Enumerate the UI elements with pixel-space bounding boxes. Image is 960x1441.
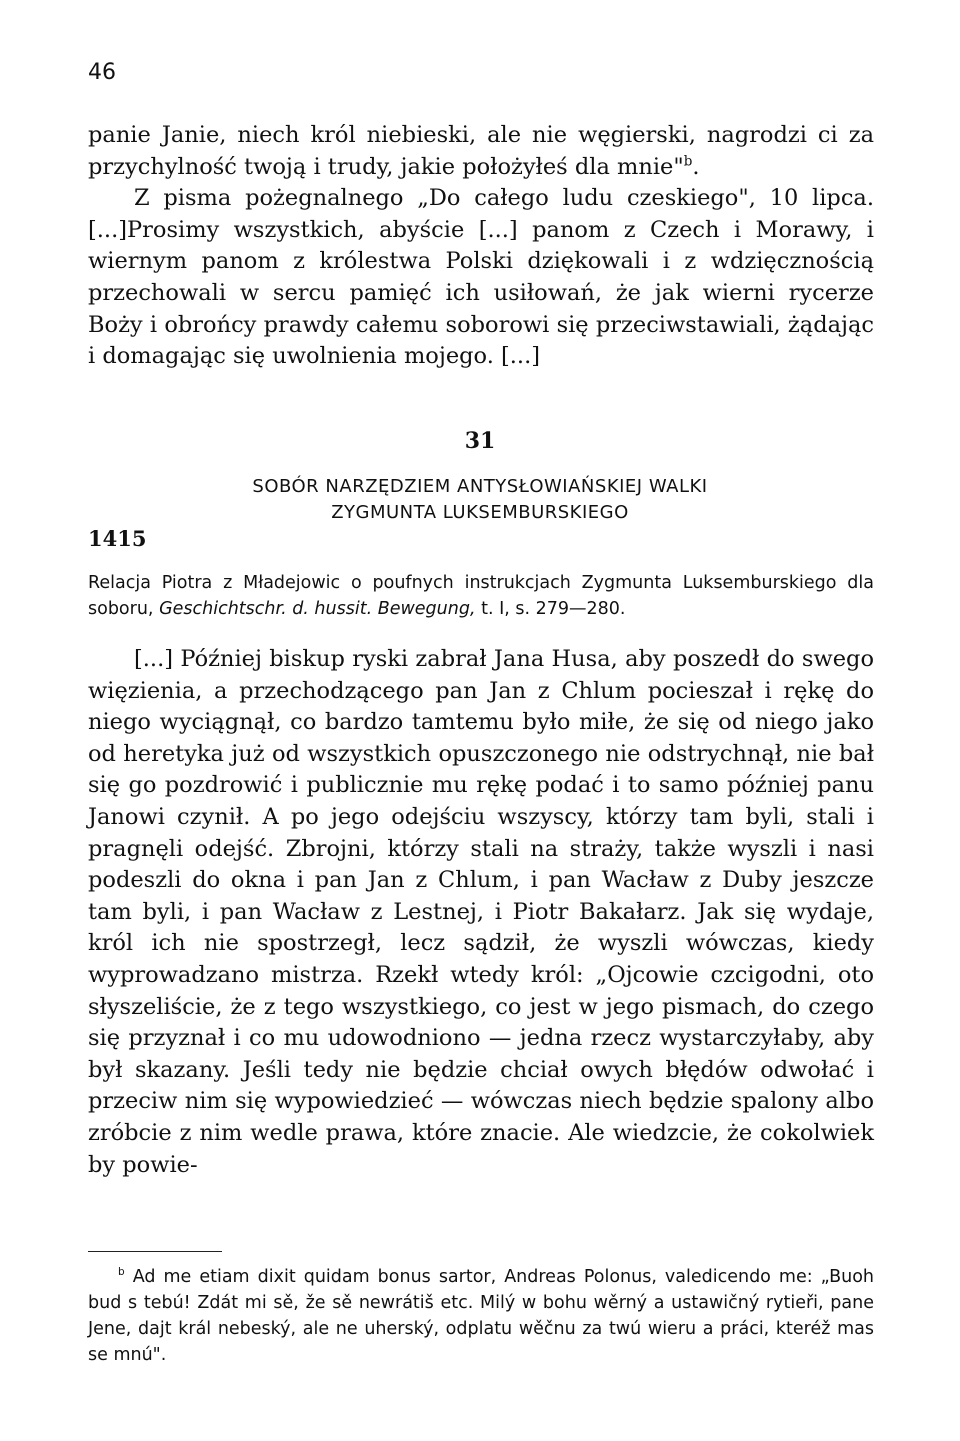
document-year: 1415 xyxy=(88,526,147,551)
source-note: Relacja Piotra z Mładejowic o poufnych instrukcjach Zygmunta Luksemburskiego dla soboru, Geschichtschr. d. hussit. Bewegung, t. I, s. 279—280. xyxy=(88,573,874,619)
farewell-letter-paragraph: Z pisma pożegnalnego „Do całego ludu czeskiego", 10 lipca. [...]Prosimy wszystkich, abyście [...] panom z Czech i Morawy, i wiernym panom z królestwa Polski dziękowali i z wdzięcznością przechowali w sercu pamięć ich usiłowań, że jak wierni rycerze Boży i obrońcy prawdy całemu soborowi się przeciwstawiali, żądając i domagając się uwolnienia mojego. [...] xyxy=(88,185,874,370)
page-number: 46 xyxy=(88,60,116,85)
document-body xyxy=(88,644,874,1181)
body-paragraph: [...] Później biskup ryski zabrał Jana Husa, aby poszedł do swego więzienia, a przechodzącego pan Jan z Chlum pocieszał i rękę do niego wyciągnął, co bardzo tamtemu było miłe, że się od niego jako od heretyka już od wszystkich opuszczonego nie odstrychnął, nie bał się go pozdrowić i publicznie mu rękę podać i to samo później panu Janowi czynił. A po jego odejściu wszyscy, którzy tam byli, stali i pragnęli odejść. Zbrojni, którzy stali na straży, także wyszli i nasi podeszli do okna i pan Jan z Chlum, i pan Wacław z Duby jeszcze tam byli, i pan Wacław z Lestnej, i Piotr Bakałarz. Jak się wydaje, król ich nie spostrzegł, lecz sądził, że wyszli wówczas, kiedy wyprowadzano mistrza. Rzekł wtedy król: „Ojcowie czcigodni, oto słyszeliście, że z tego wszystkiego, co jest w jego pismach, do czego się przyznał i co mu udowodniono — jedna rzecz wystarczyłaby, aby był skazany. Jeśli tedy nie będzie chciał owych błędów odwołać i przeciw nim się wypowiedzieć — wówczas niech będzie spalony albo zróbcie z nim wedle prawa, które znacie. Ale wiedzcie, że cokolwiek by powie- xyxy=(88,646,874,1178)
footnote-divider xyxy=(88,1251,222,1252)
footnote-marker: b xyxy=(118,1266,125,1279)
footnote-text: Ad me etiam dixit quidam bonus sartor, Andreas Polonus, valedicendo me: „Buoh bud s tebú! Zdát mi sě, že sě newrátiš etc. Milý w bohu wěrný a ustawičný rytieři, pane Jene, dajt král nebeský, ale ne uherský, odplatu wěčnu za twú wieru a práci, kteréž mas se mnú". xyxy=(88,1267,874,1365)
heading-line-1: SOBÓR NARZĘDZIEM ANTYSŁOWIAŃSKIEJ WALKI xyxy=(252,476,708,497)
footnote xyxy=(88,1264,874,1368)
continuation-text xyxy=(88,120,874,373)
footnote-marker: b xyxy=(683,153,693,170)
document-heading xyxy=(180,474,780,526)
heading-line-2: ZYGMUNTA LUKSEMBURSKIEGO xyxy=(331,502,629,523)
continuation-paragraph: panie Janie, niech król niebieski, ale nie węgierski, nagrodzi ci za przychylność twoją i trudy, jakie położyłeś dla mnie"$^b$. xyxy=(88,122,874,180)
document-number: 31 xyxy=(464,428,496,454)
